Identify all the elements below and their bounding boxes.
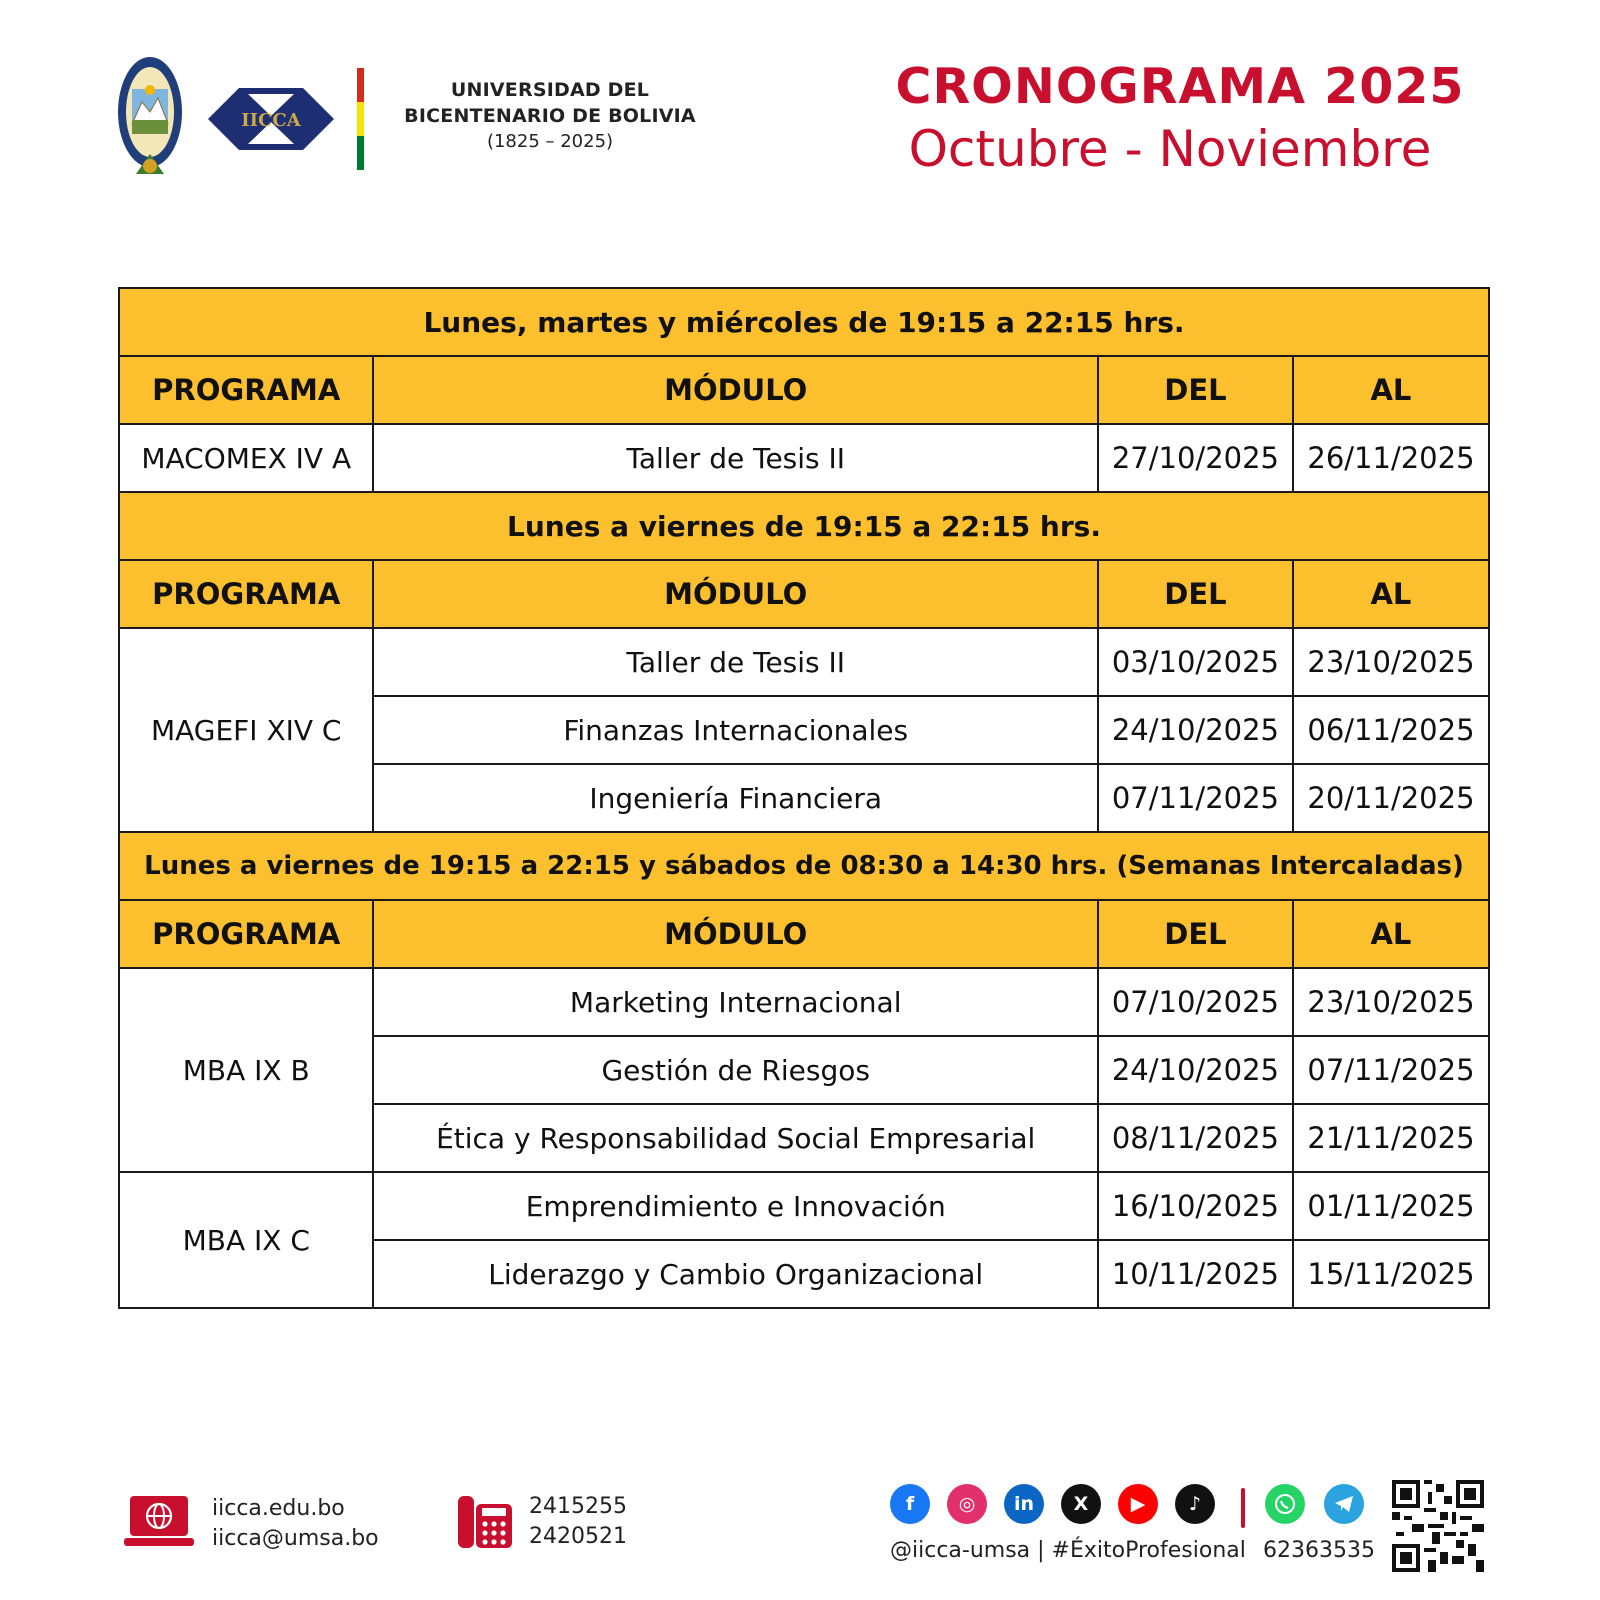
del-date-cell: 16/10/2025 [1098,1172,1293,1240]
schedule-table [118,287,1490,1309]
page-subtitle: Octubre - Noviembre [908,120,1432,178]
header-programa: PROGRAMA [119,900,373,968]
header-modulo: MÓDULO [373,356,1097,424]
website-link[interactable]: iicca.edu.bo [212,1496,345,1521]
footer-divider [1241,1488,1245,1528]
header-del: DEL [1098,560,1293,628]
del-date-cell: 08/11/2025 [1098,1104,1293,1172]
iicca-logo-text: IICCA [241,110,301,131]
header-del: DEL [1098,900,1293,968]
table-row [119,1172,1489,1240]
module-cell: Ética y Responsabilidad Social Empresarial [373,1104,1097,1172]
schedule-band: Lunes a viernes de 19:15 a 22:15 y sábados de 08:30 a 14:30 hrs. (Semanas Intercaladas) [119,832,1489,900]
section-band-row [119,288,1489,356]
del-date-cell: 24/10/2025 [1098,1036,1293,1104]
contact-web-block [212,1494,379,1554]
phone-number-1[interactable]: 2415255 [529,1494,627,1519]
x-icon[interactable]: X [1061,1484,1101,1524]
program-cell: MBA IX B [119,968,373,1172]
instagram-icon[interactable]: ◎ [947,1484,987,1524]
facebook-icon[interactable]: f [890,1484,930,1524]
social-icons-row [890,1484,1215,1524]
header-programa: PROGRAMA [119,356,373,424]
globe-laptop-icon [124,1494,194,1550]
university-name-block [375,77,725,155]
header-al: AL [1293,356,1489,424]
university-line-1: UNIVERSIDAD DEL [450,79,650,101]
header-row [119,560,1489,628]
university-line-2: BICENTENARIO DE BOLIVIA [404,105,696,127]
header-al: AL [1293,900,1489,968]
header-modulo: MÓDULO [373,560,1097,628]
iicca-logo [208,88,334,150]
schedule-band: Lunes a viernes de 19:15 a 22:15 hrs. [119,492,1489,560]
page-title: CRONOGRAMA 2025 [895,58,1465,115]
whatsapp-number[interactable]: 62363535 [1263,1538,1375,1563]
tiktok-icon[interactable]: ♪ [1175,1484,1215,1524]
bolivia-tricolor-divider [357,68,364,170]
program-cell: MACOMEX IV A [119,424,373,492]
umsa-seal-logo [116,54,184,184]
del-date-cell: 07/11/2025 [1098,764,1293,832]
del-date-cell: 07/10/2025 [1098,968,1293,1036]
header-row [119,900,1489,968]
al-date-cell: 15/11/2025 [1293,1240,1489,1308]
table-row [119,424,1489,492]
section-band-row [119,492,1489,560]
al-date-cell: 07/11/2025 [1293,1036,1489,1104]
schedule-band: Lunes, martes y miércoles de 19:15 a 22:15 hrs. [119,288,1489,356]
del-date-cell: 24/10/2025 [1098,696,1293,764]
header-al: AL [1293,560,1489,628]
email-link[interactable]: iicca@umsa.bo [212,1526,379,1551]
al-date-cell: 26/11/2025 [1293,424,1489,492]
del-date-cell: 03/10/2025 [1098,628,1293,696]
table-row [119,968,1489,1036]
section-band-row [119,832,1489,900]
module-cell: Taller de Tesis II [373,424,1097,492]
al-date-cell: 06/11/2025 [1293,696,1489,764]
al-date-cell: 21/11/2025 [1293,1104,1489,1172]
program-cell: MAGEFI XIV C [119,628,373,832]
program-cell: MBA IX C [119,1172,373,1308]
linkedin-icon[interactable]: in [1004,1484,1044,1524]
whatsapp-icon[interactable] [1265,1484,1305,1524]
al-date-cell: 20/11/2025 [1293,764,1489,832]
youtube-icon[interactable]: ▶ [1118,1484,1158,1524]
phone-icon [458,1492,512,1550]
module-cell: Liderazgo y Cambio Organizacional [373,1240,1097,1308]
module-cell: Marketing Internacional [373,968,1097,1036]
al-date-cell: 23/10/2025 [1293,968,1489,1036]
header-modulo: MÓDULO [373,900,1097,968]
messaging-icons-row [1265,1484,1364,1524]
del-date-cell: 10/11/2025 [1098,1240,1293,1308]
header-row [119,356,1489,424]
module-cell: Ingeniería Financiera [373,764,1097,832]
header-del: DEL [1098,356,1293,424]
del-date-cell: 27/10/2025 [1098,424,1293,492]
phone-number-2[interactable]: 2420521 [529,1524,627,1549]
al-date-cell: 01/11/2025 [1293,1172,1489,1240]
telegram-icon[interactable] [1324,1484,1364,1524]
social-handle: @iicca-umsa | #ÉxitoProfesional [890,1538,1246,1563]
university-line-3: (1825 – 2025) [486,131,614,152]
module-cell: Taller de Tesis II [373,628,1097,696]
module-cell: Finanzas Internacionales [373,696,1097,764]
table-row [119,628,1489,696]
header-programa: PROGRAMA [119,560,373,628]
qr-code-icon[interactable] [1392,1480,1484,1572]
contact-phone-block [529,1492,627,1552]
module-cell: Gestión de Riesgos [373,1036,1097,1104]
al-date-cell: 23/10/2025 [1293,628,1489,696]
module-cell: Emprendimiento e Innovación [373,1172,1097,1240]
